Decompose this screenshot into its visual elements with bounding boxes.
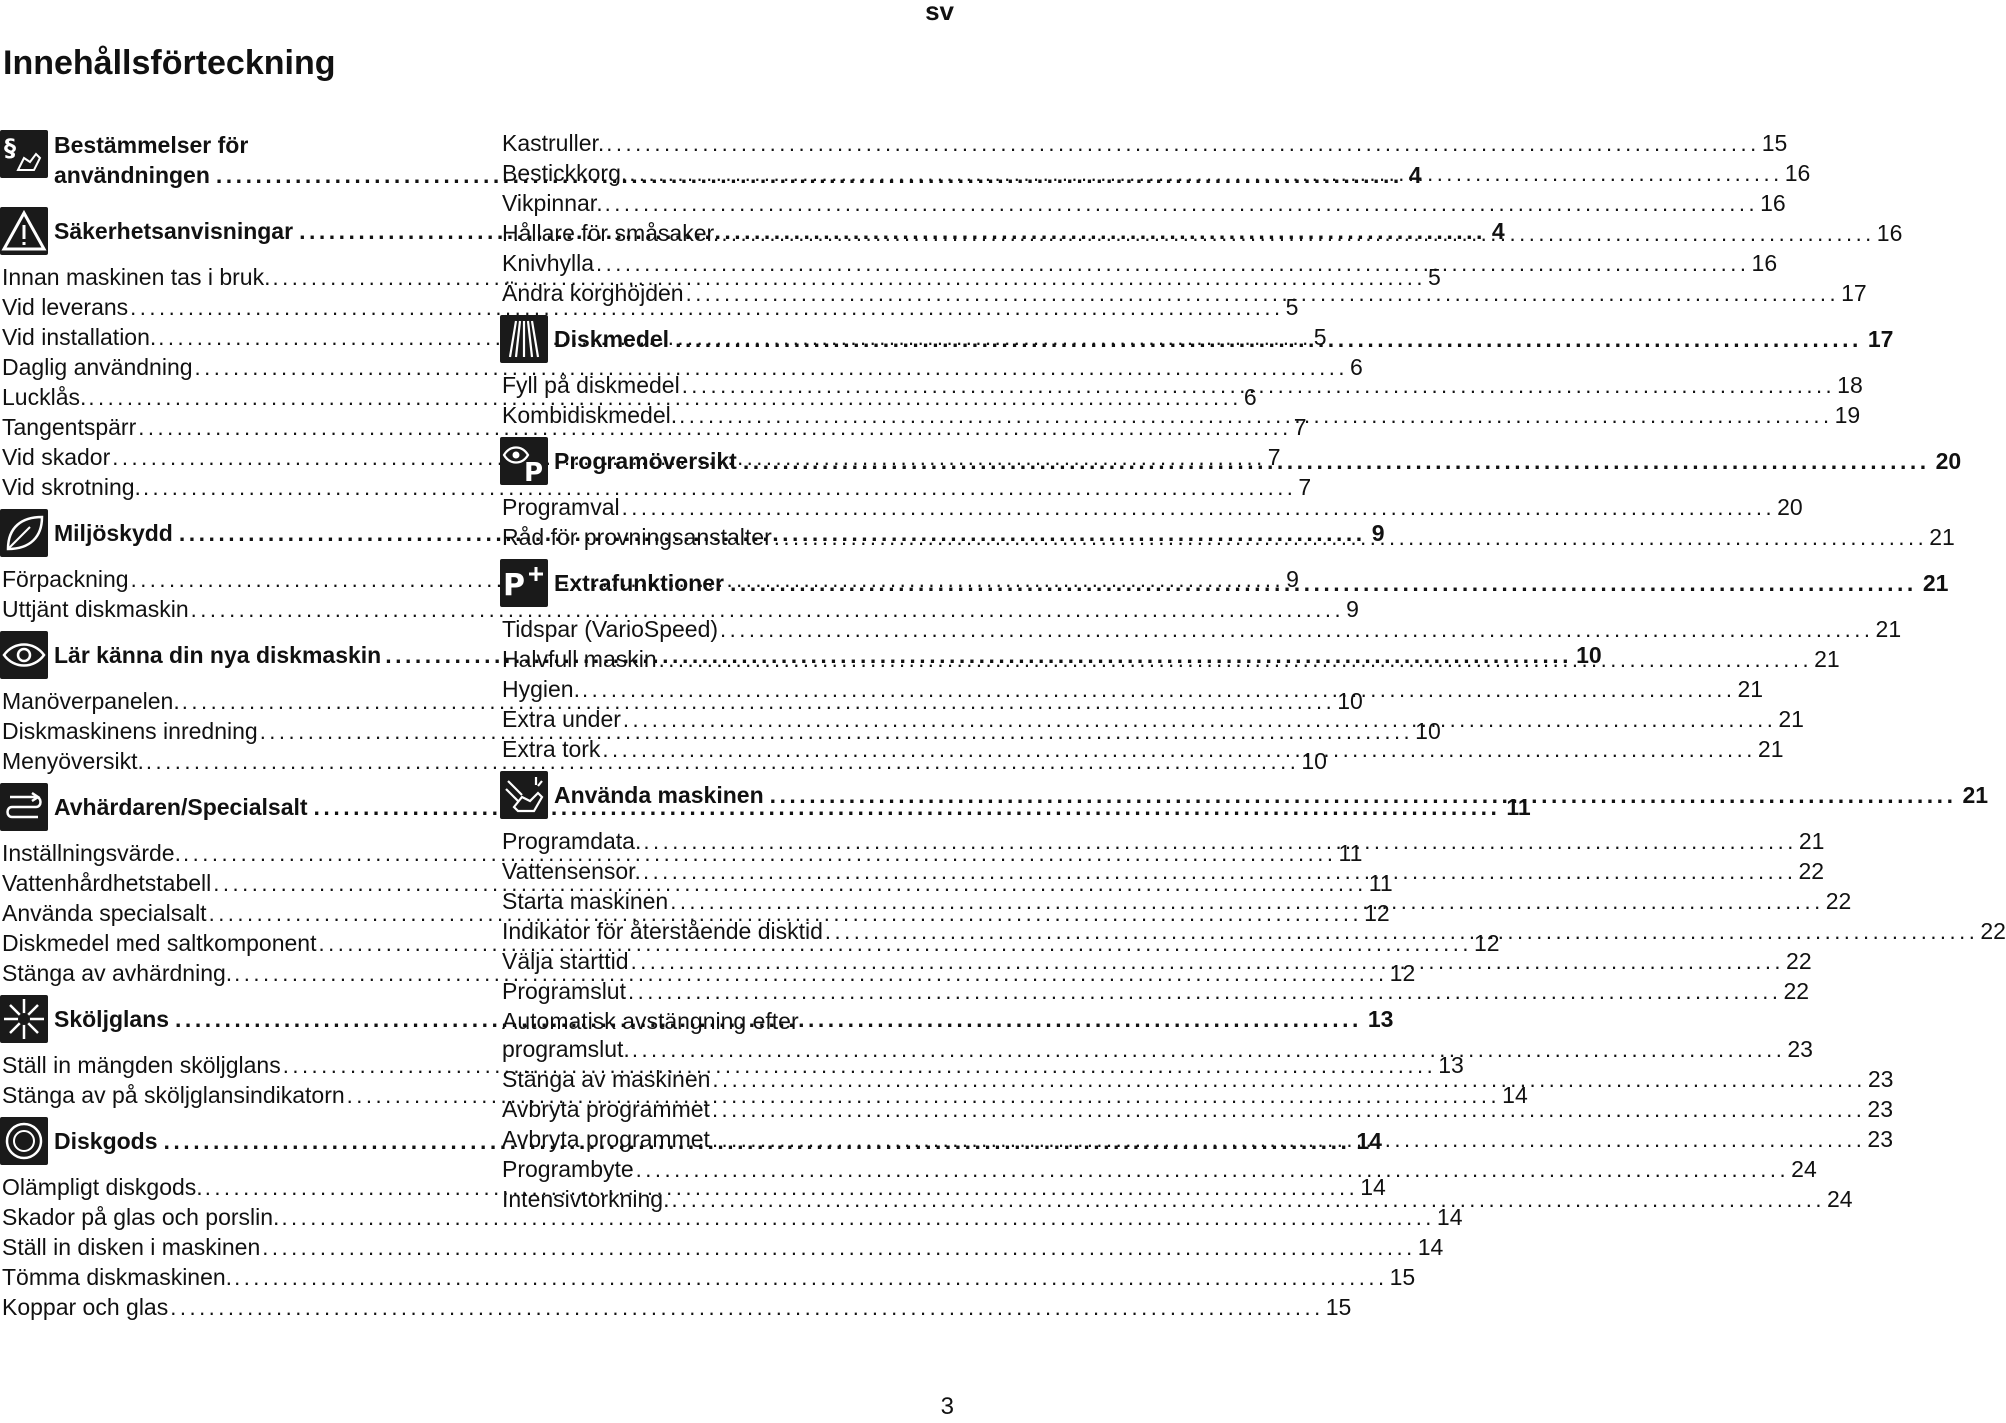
toc-heading-label: Sköljglans	[54, 1005, 170, 1032]
toc-page: 10	[1337, 688, 1363, 714]
toc-entry-label: Ställ in disken i maskinen	[2, 1234, 261, 1260]
toc-page: 12	[1364, 900, 1390, 926]
toc-entry-label: Intensivtorkning.	[502, 1186, 670, 1212]
toc-page: 11	[1506, 793, 1531, 820]
toc-page: 22	[1825, 888, 1852, 914]
toc-entry-label: Vattensensor.	[502, 858, 641, 884]
toc-page: 9	[1346, 596, 1359, 622]
toc-heading[interactable]	[500, 314, 1894, 364]
toc-page: 9	[1286, 566, 1299, 592]
toc-page: 21	[1922, 569, 1949, 596]
program-overview-icon	[500, 437, 548, 488]
toc-page: 22	[1783, 978, 1810, 1004]
toc-entry-label: Kastruller.	[502, 130, 605, 156]
toc-entry[interactable]	[500, 1154, 1817, 1184]
toc-entry-label: Avbryta programmet	[502, 1126, 710, 1152]
toc-entry-label: Hållare för småsaker.	[502, 220, 720, 246]
toc-entry[interactable]	[0, 1292, 1352, 1322]
toc-entry-label: Programval	[502, 494, 620, 520]
toc-entry-label: Extra tork	[502, 736, 601, 762]
toc-entry-label: Daglig användning	[2, 354, 193, 380]
toc-page: 24	[1791, 1156, 1817, 1182]
toc-entry-label: Råd för provningsanstalter	[502, 524, 772, 550]
toc-page: 15	[1761, 130, 1788, 156]
toc-entry[interactable]	[500, 614, 1902, 644]
toc-entry-label: Menyöversikt.	[2, 748, 144, 774]
toc-entry[interactable]	[500, 976, 1810, 1006]
toc-page: 15	[1389, 1264, 1416, 1290]
toc-entry-label: Starta maskinen	[502, 888, 669, 914]
toc-page: 14	[1502, 1082, 1528, 1108]
svg-text:P: P	[503, 568, 525, 603]
page-number: 3	[940, 1393, 954, 1420]
toc-entry[interactable]	[0, 472, 1312, 502]
eye-icon	[0, 631, 48, 679]
toc-entry[interactable]	[0, 1262, 1416, 1292]
toc-entry[interactable]	[500, 522, 1955, 552]
toc-entry-label: Stänga av avhärdning.	[2, 960, 233, 986]
toc-entry-label: Programslut	[502, 978, 626, 1004]
toc-heading-label: Diskmedel	[554, 325, 670, 352]
toc-page: 24	[1826, 1186, 1853, 1212]
toc-entry-label: Koppar och glas	[2, 1294, 169, 1320]
toc-page: 16	[1876, 220, 1903, 246]
toc-entry-label: Använda specialsalt	[2, 900, 207, 926]
toc-heading-label: Lär känna din nya diskmaskin	[54, 641, 382, 668]
toc-heading-label: Använda maskinen	[554, 781, 764, 808]
toc-page: 20	[1935, 447, 1962, 474]
toc-entry-label: Stänga av på sköljglansindikatorn	[2, 1082, 345, 1108]
toc-page: 17	[1841, 280, 1867, 306]
toc-entry-label: Vid leverans	[2, 294, 129, 320]
toc-entry-label: Tangentspärr	[2, 414, 137, 440]
toc-page: 17	[1867, 325, 1894, 352]
toc-page: 10	[1576, 641, 1602, 668]
toc-page: 21	[1757, 736, 1784, 762]
toc-heading[interactable]	[500, 436, 1962, 488]
toc-page: 21	[1814, 646, 1840, 672]
toc-entry-label: Vid skador	[2, 444, 111, 470]
toc-entry-label: Manöverpanelen.	[2, 688, 180, 714]
toc-page: 10	[1415, 718, 1441, 744]
toc-entry[interactable]	[500, 128, 1788, 158]
toc-entry[interactable]	[0, 1202, 1463, 1232]
toc-entry-label: Ändra korghöjden	[502, 280, 684, 306]
toc-group	[500, 370, 1863, 430]
toc-entry-label: Vattenhårdhetstabell	[2, 870, 212, 896]
toc-entry-label: Programbyte	[502, 1156, 634, 1182]
toc-page: 9	[1371, 519, 1385, 546]
hand-operate-icon	[500, 771, 548, 819]
svg-text:P: P	[524, 458, 544, 488]
toc-page: 12	[1473, 930, 1500, 956]
toc-entry-label: Programdata.	[502, 828, 642, 854]
toc-page: 5	[1285, 294, 1299, 320]
detergent-icon	[500, 315, 548, 363]
toc-entry[interactable]	[500, 370, 1863, 400]
toc-page: 22	[1798, 858, 1825, 884]
toc-page: 23	[1867, 1126, 1894, 1152]
toc-entry[interactable]	[500, 492, 1803, 522]
toc-entry-label: Diskmaskinens inredning	[2, 718, 258, 744]
toc-heading-label: Bestämmelser för	[54, 132, 249, 158]
toc-page: 22	[1980, 918, 2006, 944]
toc-entry-label: Knivhylla	[502, 250, 595, 276]
toc-entry-label: Vikpinnar.	[502, 190, 603, 216]
toc-entry-label: Vid installation.	[2, 324, 157, 350]
toc-page: 21	[1737, 676, 1764, 702]
toc-page: 21	[1929, 524, 1955, 550]
toc-entry[interactable]	[500, 278, 1867, 308]
toc-page: 16	[1751, 250, 1778, 276]
toc-group	[500, 492, 1955, 552]
toc-entry[interactable]	[0, 594, 1359, 624]
toc-page: 14	[1417, 1234, 1444, 1260]
toc-page: 13	[1438, 1052, 1464, 1078]
toc-entry-label: Indikator för återstående disktid	[502, 918, 823, 944]
toc-page: 15	[1325, 1294, 1352, 1320]
toc-entry-label: Automatisk avstängning efter	[502, 1008, 799, 1034]
water-softener-icon	[0, 783, 48, 831]
toc-entry-label: Halvfull maskin	[502, 646, 657, 672]
toc-page: 10	[1301, 748, 1327, 774]
toc-entry-label: Hygien.	[502, 676, 580, 702]
toc-page: 11	[1338, 840, 1363, 866]
toc-heading-label: Programöversikt	[554, 447, 737, 474]
toc-page: 23	[1867, 1066, 1894, 1092]
page-title: Innehållsförteckning	[3, 44, 336, 82]
toc-entry-label: Ställ in mängden sköljglans	[2, 1052, 281, 1078]
toc-entry-label: Välja starttid	[502, 948, 629, 974]
toc-page: 21	[1798, 828, 1825, 854]
toc-entry[interactable]	[500, 400, 1861, 430]
toc-entry[interactable]	[500, 248, 1778, 278]
toc-entry-label: Inställningsvärde.	[2, 840, 181, 866]
toc-entry-label: Förpackning	[2, 566, 129, 592]
rinse-aid-icon	[0, 995, 48, 1043]
toc-page: 12	[1389, 960, 1416, 986]
toc-page: 11	[1368, 870, 1393, 896]
toc-heading-label: Extrafunktioner	[554, 569, 724, 596]
toc-page: 21	[1778, 706, 1804, 732]
toc-page: 5	[1427, 264, 1441, 290]
toc-page: 6	[1350, 354, 1363, 380]
toc-entry-label: Innan maskinen tas i bruk.	[2, 264, 271, 290]
toc-page: 23	[1787, 1036, 1813, 1062]
toc-heading-label: Avhärdaren/Specialsalt	[54, 793, 308, 820]
toc-heading-label: Säkerhetsanvisningar	[54, 217, 294, 244]
toc-entry[interactable]	[0, 1232, 1444, 1262]
toc-page: 21	[1962, 781, 1989, 808]
toc-page: 19	[1834, 402, 1861, 428]
warning-triangle-icon	[0, 207, 48, 255]
plate-icon	[0, 1117, 48, 1165]
toc-entry[interactable]	[500, 188, 1786, 218]
toc-page: 23	[1867, 1096, 1894, 1122]
toc-entry[interactable]	[500, 158, 1811, 188]
language-code: sv	[925, 0, 954, 26]
toc-page: 20	[1777, 494, 1803, 520]
toc-entry-label: Diskmedel med saltkomponent	[2, 930, 317, 956]
toc-page: 16	[1760, 190, 1786, 216]
toc-entry-label: Vid skrotning.	[2, 474, 141, 500]
toc-entry[interactable]	[0, 352, 1363, 382]
toc-page: 21	[1875, 616, 1902, 642]
toc-entry-label: Lucklås.	[2, 384, 87, 410]
toc-entry-label: Bestickkorg.	[502, 160, 628, 186]
toc-page: 14	[1436, 1204, 1463, 1230]
toc-page: 7	[1267, 444, 1281, 470]
toc-entry-label: Kombidiskmedel.	[502, 402, 678, 428]
toc-entry[interactable]	[500, 218, 1903, 248]
toc-entry-label: Olämpligt diskgods.	[2, 1174, 203, 1200]
toc-page: 5	[1313, 324, 1327, 350]
svg-text:§: §	[4, 134, 16, 162]
paragraph-hand-icon	[0, 130, 48, 178]
toc-page: 13	[1367, 1005, 1394, 1032]
toc-page: 4	[1491, 217, 1505, 244]
toc-entry-label: Skador på glas och porslin.	[2, 1204, 280, 1230]
p-plus-icon	[500, 559, 548, 607]
toc-entry-label: programslut.	[502, 1036, 630, 1062]
toc-heading-label: användningen	[54, 162, 210, 188]
toc-entry-label: Extra under	[502, 706, 621, 732]
toc-heading[interactable]	[500, 558, 1949, 608]
toc-entry-label: Tömma diskmaskinen.	[2, 1264, 233, 1290]
toc-page: 7	[1298, 474, 1312, 500]
toc-entry-label: Stänga av maskinen	[502, 1066, 711, 1092]
leaf-icon	[0, 509, 48, 557]
toc-page: 14	[1360, 1174, 1386, 1200]
toc-page: 4	[1408, 162, 1422, 188]
toc-page: 18	[1837, 372, 1863, 398]
toc-heading-label: Miljöskydd	[54, 519, 173, 546]
toc-page: 14	[1356, 1127, 1382, 1154]
toc-entry-label: Uttjänt diskmaskin	[2, 596, 189, 622]
toc-page: 6	[1243, 384, 1257, 410]
toc-page: 22	[1786, 948, 1812, 974]
toc-group	[500, 128, 1903, 308]
toc-entry-label: Avbryta programmet	[502, 1096, 710, 1122]
toc-entry-label: Tidspar (VarioSpeed)	[502, 616, 719, 642]
toc-page: 16	[1784, 160, 1811, 186]
toc-page: 7	[1293, 414, 1307, 440]
toc-entry-label: Fyll på diskmedel	[502, 372, 680, 398]
toc-heading-label: Diskgods	[54, 1127, 158, 1154]
